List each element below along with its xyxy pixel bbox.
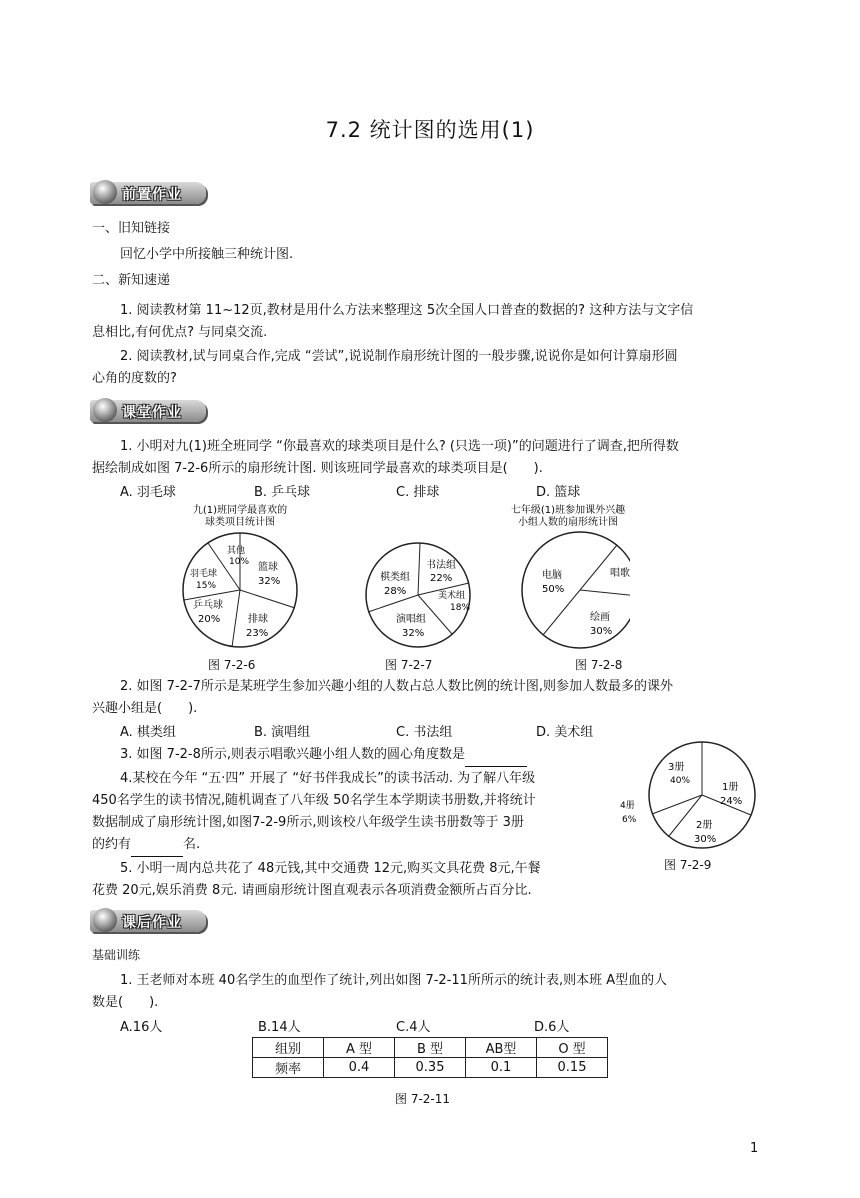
question-text: 450名学生的读书情况,随机调查了八年级 50名学生本学期读书册数,并将统计 <box>92 793 536 808</box>
figure-caption: 图 7-2-11 <box>395 1092 451 1106</box>
figure-caption: 图 7-2-7 <box>385 658 433 672</box>
blood-type-table <box>252 1037 608 1078</box>
fig8-pie <box>522 532 630 648</box>
ball-icon <box>93 398 117 422</box>
fig6-label: 乒乓球 <box>193 600 223 611</box>
ball-icon <box>93 180 117 204</box>
table-cell: B 型 <box>395 1038 466 1058</box>
page-title: 7.2 统计图的选用(1) <box>325 118 535 142</box>
fig6-pct: 15% <box>196 581 217 591</box>
option: D. 美术组 <box>536 725 594 740</box>
fig6-label: 排球 <box>248 614 268 625</box>
question-text: 1. 小明对九(1)班全班同学 “你最喜欢的球类项目是什么? (只选一项)”的问题进行了调查,把所得数 <box>120 439 679 454</box>
table-row <box>253 1038 608 1058</box>
fig8-label: 电脑 <box>542 570 562 581</box>
fig9-label: 1册 <box>722 782 739 793</box>
fig8-label: 唱歌 <box>610 568 630 579</box>
figure-caption: 图 7-2-8 <box>575 658 623 672</box>
option: C. 排球 <box>396 485 440 500</box>
fig7-label: 书法组 <box>426 560 456 571</box>
paragraph: 回忆小学中所接触三种统计图. <box>120 247 294 262</box>
table-cell: 频率 <box>253 1058 324 1078</box>
fig9-pct: 24% <box>720 796 743 807</box>
fig9-pct: 30% <box>694 834 717 845</box>
section-heading: 二、新知速递 <box>92 273 171 288</box>
fig8-title-2: 小组人数的扇形统计图 <box>518 517 618 528</box>
fig8-pct: 30% <box>590 626 613 637</box>
option: C. 书法组 <box>396 725 453 740</box>
section-banner-after: 课后作业 <box>90 910 210 936</box>
answer-blank <box>465 744 527 767</box>
fig9-pct: 6% <box>622 815 637 825</box>
question-text: 1. 阅读教材第 11~12页,教材是用什么方法来整理这 5次全国人口普查的数据的? 这种方法与文字信 <box>120 303 694 318</box>
fig6-title-2: 球类项目统计图 <box>205 517 275 528</box>
table-cell: 0.35 <box>395 1058 466 1078</box>
question-text: 1. 王老师对本班 40名学生的血型作了统计,列出如图 7-2-11所所示的统计表,则本班 A型血的人 <box>120 973 668 988</box>
fig6-pct: 20% <box>198 614 221 625</box>
question-text: 数是( ). <box>92 995 159 1010</box>
option: B. 乒乓球 <box>254 485 311 500</box>
fig6-label: 羽毛球 <box>190 569 218 579</box>
fig8-pct: 50% <box>542 584 565 595</box>
fig7-pct: 32% <box>402 628 425 639</box>
fig9-pct: 40% <box>670 776 691 786</box>
table-cell: 组别 <box>253 1038 324 1058</box>
question-text: 兴趣小组是( ). <box>92 701 198 716</box>
fig7-pct: 28% <box>384 586 407 597</box>
question-text: 2. 如图 7-2-7所示是某班学生参加兴趣小组的人数占总人数比例的统计图,则参加人数最多的课外 <box>120 679 673 694</box>
section-heading: 一、旧知链接 <box>92 221 171 236</box>
question-text: 花费 20元,娱乐消费 8元. 请画扇形统计图直观表示各项消费金额所占百分比. <box>92 883 532 898</box>
fig9-label: 3册 <box>668 762 685 773</box>
option: A.16人 <box>120 1020 163 1035</box>
table-cell: 0.15 <box>537 1058 608 1078</box>
figure-caption: 图 7-2-9 <box>664 858 712 872</box>
fig8-title-1: 七年级(1)班参加课外兴趣 <box>510 505 626 516</box>
table-cell: O 型 <box>537 1038 608 1058</box>
fig8-label: 绘画 <box>590 612 610 623</box>
question-text: 息相比,有何优点? 与同桌交流. <box>92 325 268 340</box>
table-cell: A 型 <box>324 1038 395 1058</box>
question-text: 的约有 名. <box>92 834 200 857</box>
question-text: 数据制成了扇形统计图,如图7-2-9所示,则该校八年级学生读书册数等于 3册 <box>92 815 524 830</box>
fig6-pct: 32% <box>258 576 281 587</box>
question-text: 5. 小明一周内总共花了 48元钱,其中交通费 12元,购买文具花费 8元,午餐 <box>120 861 541 876</box>
section-banner-class: 课堂作业 <box>90 400 210 426</box>
fig6-title-1: 九(1)班同学最喜欢的 <box>192 505 288 516</box>
option: A. 棋类组 <box>120 725 176 740</box>
question-text: 4.某校在今年 “五·四” 开展了 “好书伴我成长”的读书活动. 为了解八年级 <box>120 771 536 786</box>
option: C.4人 <box>396 1020 431 1035</box>
page-number: 1 <box>750 1141 759 1156</box>
option: D.6人 <box>534 1020 570 1035</box>
pie-figures <box>170 500 630 655</box>
option: B.14人 <box>258 1020 301 1035</box>
fig7-pie <box>366 543 470 647</box>
table-row <box>253 1058 608 1078</box>
subsection-heading: 基础训练 <box>92 948 141 962</box>
fig6-label: 其他 <box>227 546 246 556</box>
table-cell: 0.1 <box>466 1058 537 1078</box>
fig6-pct: 10% <box>229 557 250 567</box>
fig7-label: 演唱组 <box>396 614 426 625</box>
ball-icon <box>93 908 117 932</box>
fig7-pct: 18% <box>450 603 471 613</box>
table-cell: 0.4 <box>324 1058 395 1078</box>
fig9-label: 4册 <box>620 801 635 811</box>
fig7-pct: 22% <box>430 573 453 584</box>
option: D. 篮球 <box>536 485 581 500</box>
fig6-label: 篮球 <box>258 562 278 573</box>
option: A. 羽毛球 <box>120 485 176 500</box>
question-text: 心角的度数的? <box>92 371 177 386</box>
fig6-pct: 23% <box>246 628 269 639</box>
fig9-pie <box>618 738 768 853</box>
table-cell: AB型 <box>466 1038 537 1058</box>
fig7-label: 棋类组 <box>380 572 410 583</box>
question-text: 据绘制成如图 7-2-6所示的扇形统计图. 则该班同学最喜欢的球类项目是( ). <box>92 461 543 476</box>
figure-caption: 图 7-2-6 <box>208 658 256 672</box>
fig7-label: 美术组 <box>438 591 466 601</box>
fig9-label: 2册 <box>696 820 713 831</box>
section-banner-pre: 前置作业 <box>90 182 210 208</box>
question-text: 3. 如图 7-2-8所示,则表示唱歌兴趣小组人数的圆心角度数是 <box>120 744 527 767</box>
fig6-pie <box>183 533 297 647</box>
question-text: 2. 阅读教材,试与同桌合作,完成 “尝试”,说说制作扇形统计图的一般步骤,说说你是如何计算扇形圆 <box>120 349 678 364</box>
answer-blank <box>131 834 183 857</box>
option: B. 演唱组 <box>254 725 311 740</box>
